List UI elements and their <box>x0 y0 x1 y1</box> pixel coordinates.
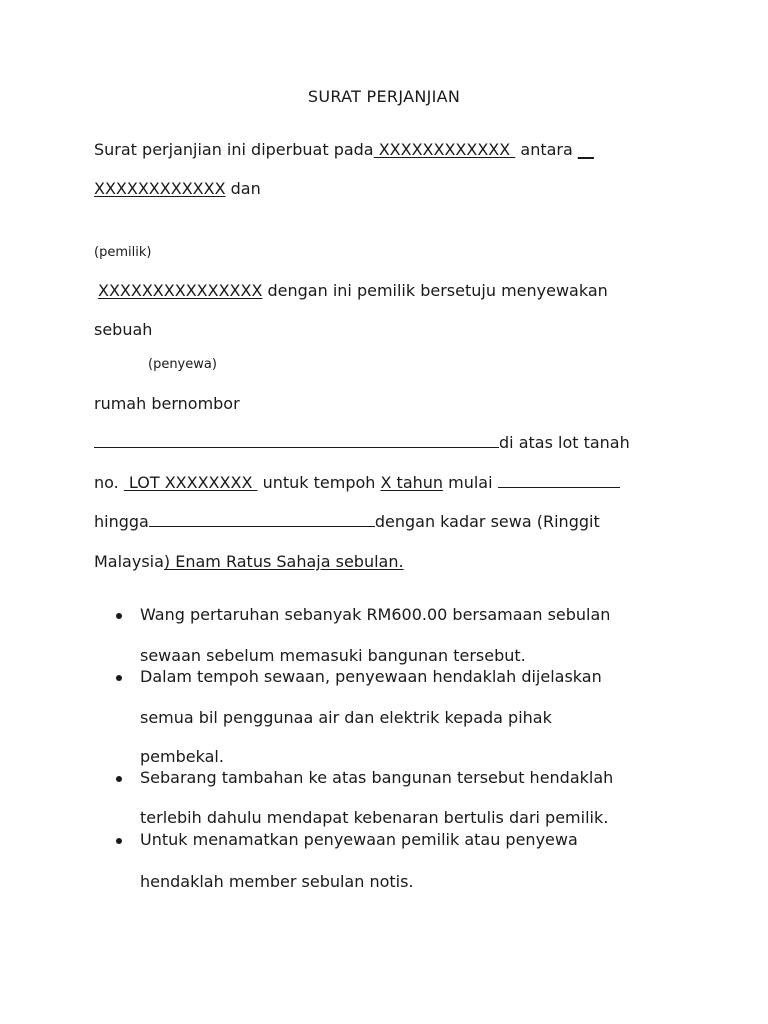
date-placeholder: XXXXXXXXXXXX <box>373 140 516 159</box>
tenant-placeholder: XXXXXXXXXXXXXXX <box>98 281 263 300</box>
amount-text: ) Enam Ratus Sahaja sebulan. <box>163 552 404 571</box>
house-number-blank <box>94 433 499 448</box>
term-1-line-2: sewaan sebelum memasuki bangunan tersebut. <box>140 646 526 665</box>
currency-text: Malaysia <box>94 552 164 571</box>
document-title: SURAT PERJANJIAN <box>307 87 461 106</box>
term-2-line-3: pembekal. <box>140 747 224 766</box>
intro-between: antara <box>515 140 573 159</box>
lot-line <box>94 433 630 453</box>
trailing-blank: __ <box>577 140 594 159</box>
intro-line-1 <box>94 140 594 160</box>
agreement-text: dengan ini pemilik bersetuju menyewakan <box>262 281 608 300</box>
term-2-line-1: Dalam tempoh sewaan, penyewaan hendaklah dijelaskan <box>140 667 602 686</box>
bullet-icon <box>116 675 122 681</box>
agreement-line-2: sebuah <box>94 320 153 339</box>
house-number-line: rumah bernombor <box>94 394 240 413</box>
end-date-blank <box>149 512 375 527</box>
intro-and: dan <box>225 179 261 198</box>
lot-text: di atas lot tanah <box>499 433 630 452</box>
agreement-line-1 <box>98 281 608 301</box>
start-text: mulai <box>443 473 498 492</box>
period-placeholder: X tahun <box>380 473 444 492</box>
owner-label: (pemilik) <box>94 245 152 260</box>
intro-line-2 <box>94 179 261 199</box>
intro-prefix: Surat perjanjian ini diperbuat pada <box>94 140 374 159</box>
period-text: untuk tempoh <box>257 473 381 492</box>
term-2-line-2: semua bil penggunaa air dan elektrik kepada pihak <box>140 708 552 727</box>
term-3-line-2: terlebih dahulu mendapat kebenaran bertulis dari pemilik. <box>140 808 609 827</box>
rate-text: dengan kadar sewa (Ringgit <box>374 512 600 531</box>
lot-placeholder: LOT XXXXXXXX <box>123 473 258 492</box>
bullet-icon <box>116 838 122 844</box>
tenant-label: (penyewa) <box>148 357 217 372</box>
term-3-line-1: Sebarang tambahan ke atas bangunan tersebut hendaklah <box>140 768 614 787</box>
owner-placeholder: XXXXXXXXXXXX <box>94 179 226 198</box>
term-1-line-1: Wang pertaruhan sebanyak RM600.00 bersamaan sebulan <box>140 605 611 624</box>
amount-line <box>94 552 404 572</box>
term-4-line-1: Untuk menamatkan penyewaan pemilik atau penyewa <box>140 830 578 849</box>
bullet-icon <box>116 613 122 619</box>
period-line <box>94 473 620 493</box>
term-4-line-2: hendaklah member sebulan notis. <box>140 872 414 891</box>
lot-no-label: no. <box>94 473 124 492</box>
end-line <box>94 512 600 532</box>
start-date-blank <box>498 473 620 488</box>
bullet-icon <box>116 776 122 782</box>
end-text: hingga <box>94 512 149 531</box>
